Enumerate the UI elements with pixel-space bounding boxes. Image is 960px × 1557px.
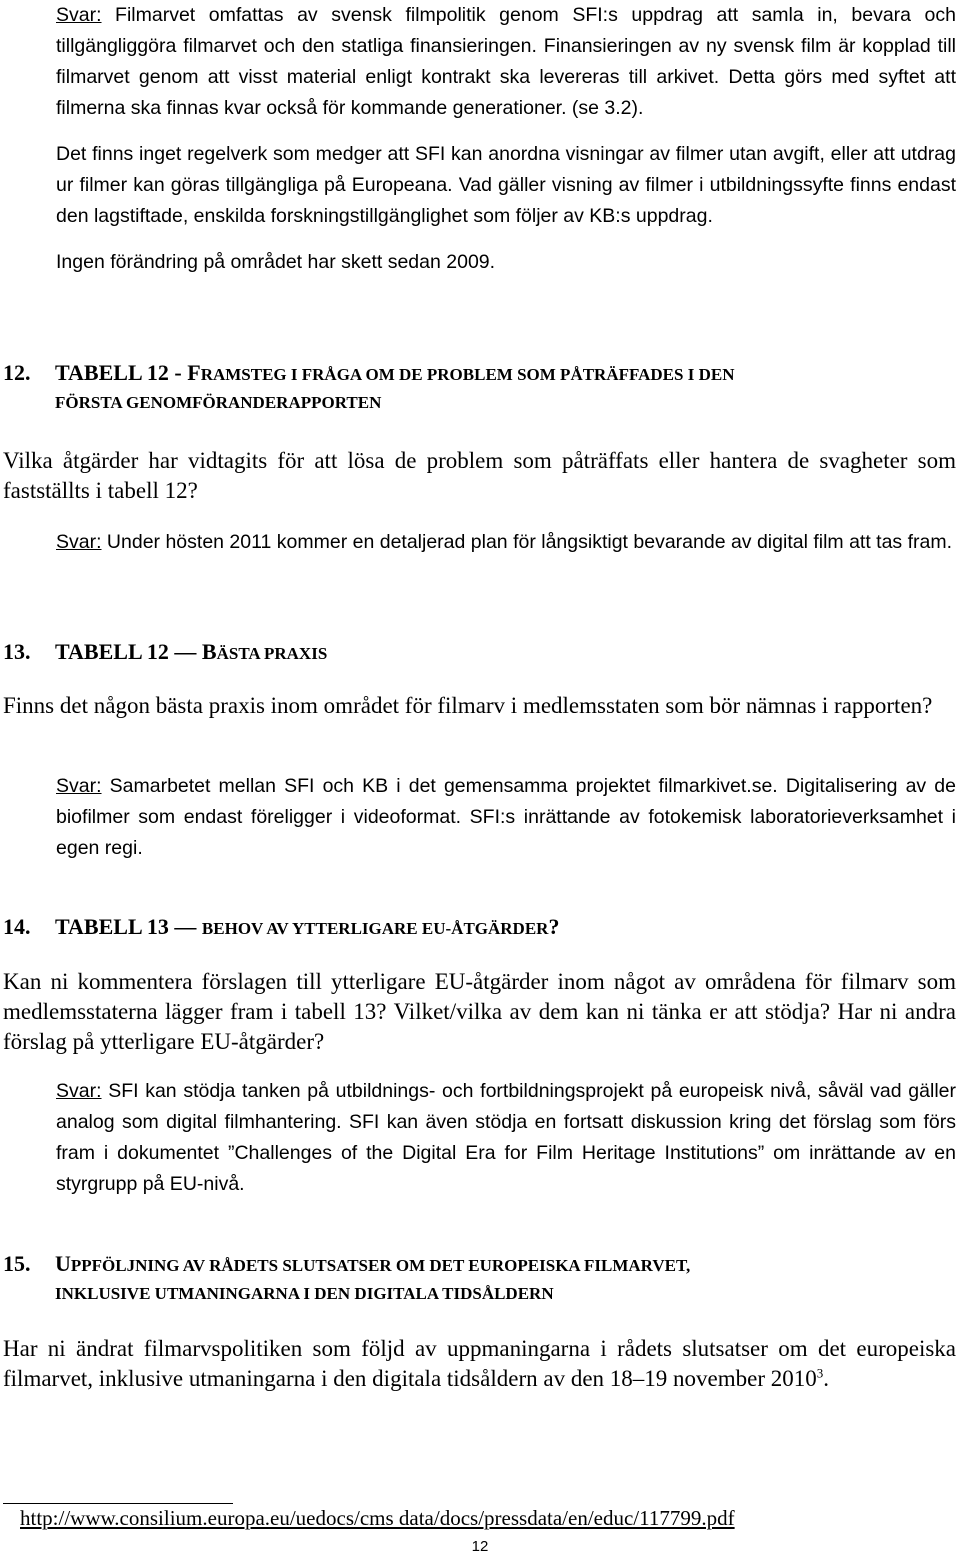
s11-paragraph-2: Det finns inget regelverk som medger att SFI kan anordna visningar av filmer utan avgift, eller att utdrag ur filmer kan göras tillgängliga på Europeana. Vad gäller visning av filmer i utbildningssyfte finns endast den lagstiftade, enskilda forskningstillgänglighet som följer av KB:s uppdrag. [56, 143, 956, 227]
s13-question: Finns det någon bästa praxis inom området för filmarv i medlemsstaten som bör nämnas i rapporten? [3, 693, 933, 718]
section-number: 13. [3, 639, 31, 664]
s11-answer [56, 0, 956, 124]
question-end: . [823, 1366, 829, 1391]
section-number: 15. [3, 1251, 31, 1276]
footnote-ref: 3 [816, 1365, 824, 1381]
heading-main: TABELL 12 - F [55, 360, 201, 385]
heading-main: TABELL 12 — B [55, 639, 217, 664]
s14-answer [56, 1076, 956, 1200]
heading-smallcaps: ÄSTA PRAXIS [216, 644, 328, 663]
heading-smallcaps-1: PPFÖLJNING AV RÅDETS SLUTSATSER OM DET EUROPEISKA FILMARVET, [70, 1256, 691, 1275]
svar-label: Svar: [56, 531, 102, 553]
heading-smallcaps-2: FÖRSTA GENOMFÖRANDERAPPORTEN [55, 393, 382, 412]
section-15-heading [3, 1250, 690, 1308]
heading-end: ? [548, 914, 560, 939]
s13-answer [56, 771, 956, 864]
section-14-heading [3, 913, 559, 943]
heading-smallcaps-2: INKLUSIVE UTMANINGARNA I DEN DIGITALA TIDSÅLDERN [55, 1284, 554, 1303]
s12-question: Vilka åtgärder har vidtagits för att lösa de problem som påträffats eller hantera de svagheter som fastställts i tabell 12? [3, 448, 956, 503]
question-text: Har ni ändrat filmarvspolitiken som följd av uppmaningarna i rådets slutsatser om det europeiska filmarvet, inklusive utmaningarna i den digitala tidsåldern av den 18–19 november 2010 [3, 1336, 956, 1391]
section-13-heading [3, 638, 327, 668]
heading-smallcaps: BEHOV AV YTTERLIGARE EU-ÅTGÄRDER [201, 919, 549, 938]
svar-label: Svar: [56, 4, 102, 26]
s12-answer [56, 527, 956, 558]
heading-smallcaps-1: RAMSTEG I FRÅGA OM DE PROBLEM SOM PÅTRÄFFADES I DEN [200, 365, 735, 384]
s15-question [3, 1334, 956, 1394]
answer-text: SFI kan stödja tanken på utbildnings- och fortbildningsprojekt på europeisk nivå, såväl vad gäller analog som digital filmhantering. SFI kan även stödja en fortsatt diskussion kring det förslag som förs fram i dokumentet ”Challenges of the Digital Era for Film Heritage Institutions” om inrättande av en styrgrupp på EU-nivå. [56, 1080, 956, 1195]
section-number: 14. [3, 914, 31, 939]
footnote-separator [3, 1503, 233, 1504]
svar-label: Svar: [56, 775, 102, 797]
answer-text: Under hösten 2011 kommer en detaljerad plan för långsiktigt bevarande av digital film att tas fram. [101, 531, 953, 553]
svar-label: Svar: [56, 1080, 102, 1102]
heading-main: TABELL 13 — [55, 914, 202, 939]
section-number: 12. [3, 360, 31, 385]
s11-paragraph-3: Ingen förändring på området har skett sedan 2009. [56, 251, 496, 273]
page-number: 12 [471, 1538, 489, 1555]
section-12-heading [3, 359, 734, 417]
answer-text: Samarbetet mellan SFI och KB i det gemensamma projektet filmarkivet.se. Digitalisering av de biofilmer som endast föreligger i videoformat. SFI:s inrättande av fotokemisk laboratorieverksamhet i egen regi. [56, 775, 956, 859]
footnote-link[interactable]: http://www.consilium.europa.eu/uedocs/cms data/docs/pressdata/en/educ/117799.pdf [20, 1506, 735, 1530]
answer-text: Filmarvet omfattas av svensk filmpolitik genom SFI:s uppdrag att samla in, bevara och tillgängliggöra filmarvet och den statliga finansieringen. Finansieringen av ny svensk film är kopplad till filmarvet genom att visst material enligt kontrakt ska levereras till arkivet. Detta görs med syftet att filmerna ska finnas kvar också för kommande generationer. (se 3.2). [56, 4, 956, 119]
heading-main: U [55, 1251, 71, 1276]
s14-question: Kan ni kommentera förslagen till ytterligare EU-åtgärder inom något av områdena för filmarv som medlemsstaterna lägger fram i tabell 13? Vilket/vilka av dem kan ni tänka er att stödja? Har ni andra förslag på ytterligare EU-åtgärder? [3, 969, 956, 1054]
